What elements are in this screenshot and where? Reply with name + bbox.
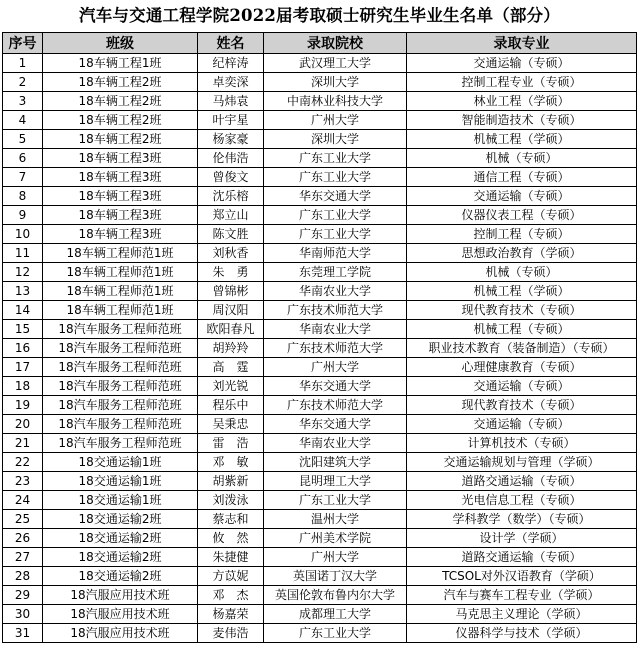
cell-index: 12 bbox=[3, 263, 43, 282]
cell-school: 昆明理工大学 bbox=[264, 472, 407, 491]
cell-name: 刘光锐 bbox=[198, 377, 264, 396]
cell-class: 18交通运输2班 bbox=[43, 567, 198, 586]
table-row bbox=[3, 377, 637, 396]
table-row bbox=[3, 491, 637, 510]
cell-school: 华南农业大学 bbox=[264, 282, 407, 301]
table-row bbox=[3, 225, 637, 244]
cell-class: 18汽车服务工程师范班 bbox=[43, 339, 198, 358]
cell-major: 学科教学（数学）（专硕） bbox=[407, 510, 637, 529]
cell-major: 汽车与赛车工程专业（学硕） bbox=[407, 586, 637, 605]
cell-school: 华南师范大学 bbox=[264, 244, 407, 263]
cell-school: 广东工业大学 bbox=[264, 624, 407, 643]
cell-school: 英国伦敦布鲁内尔大学 bbox=[264, 586, 407, 605]
cell-name: 欧阳春凡 bbox=[198, 320, 264, 339]
cell-school: 深圳大学 bbox=[264, 73, 407, 92]
cell-class: 18汽车服务工程师范班 bbox=[43, 358, 198, 377]
cell-name: 胡紫新 bbox=[198, 472, 264, 491]
cell-class: 18交通运输2班 bbox=[43, 529, 198, 548]
table-row bbox=[3, 567, 637, 586]
page-title: 汽车与交通工程学院2022届考取硕士研究生毕业生名单（部分） bbox=[79, 6, 560, 25]
cell-class: 18车辆工程师范1班 bbox=[43, 282, 198, 301]
cell-school: 广东技术师范大学 bbox=[264, 396, 407, 415]
cell-major: 林业工程（学硕） bbox=[407, 92, 637, 111]
cell-class: 18车辆工程2班 bbox=[43, 130, 198, 149]
table-row bbox=[3, 130, 637, 149]
cell-major: 心理健康教育（专硕） bbox=[407, 358, 637, 377]
table-row bbox=[3, 529, 637, 548]
table-row bbox=[3, 415, 637, 434]
cell-index: 8 bbox=[3, 187, 43, 206]
cell-class: 18车辆工程3班 bbox=[43, 149, 198, 168]
cell-school: 广州大学 bbox=[264, 548, 407, 567]
cell-index: 1 bbox=[3, 54, 43, 73]
cell-index: 26 bbox=[3, 529, 43, 548]
cell-name: 曾俊文 bbox=[198, 168, 264, 187]
cell-class: 18汽车服务工程师范班 bbox=[43, 320, 198, 339]
cell-index: 19 bbox=[3, 396, 43, 415]
cell-name: 曾锦彬 bbox=[198, 282, 264, 301]
cell-index: 29 bbox=[3, 586, 43, 605]
cell-name: 沈乐榕 bbox=[198, 187, 264, 206]
cell-name: 伦伟浩 bbox=[198, 149, 264, 168]
cell-index: 21 bbox=[3, 434, 43, 453]
cell-major: 智能制造技术（专硕） bbox=[407, 111, 637, 130]
cell-school: 广东工业大学 bbox=[264, 206, 407, 225]
cell-class: 18车辆工程师范1班 bbox=[43, 263, 198, 282]
header-class: 班级 bbox=[43, 33, 198, 54]
header-major: 录取专业 bbox=[407, 33, 637, 54]
cell-index: 20 bbox=[3, 415, 43, 434]
cell-index: 30 bbox=[3, 605, 43, 624]
header-name: 姓名 bbox=[198, 33, 264, 54]
cell-school: 广东工业大学 bbox=[264, 225, 407, 244]
cell-name: 邓 敏 bbox=[198, 453, 264, 472]
cell-name: 杨家豪 bbox=[198, 130, 264, 149]
cell-name: 陈文胜 bbox=[198, 225, 264, 244]
admission-table bbox=[2, 32, 637, 643]
cell-major: 仪器仪表工程（专硕） bbox=[407, 206, 637, 225]
cell-class: 18车辆工程2班 bbox=[43, 73, 198, 92]
table-row bbox=[3, 111, 637, 130]
cell-school: 英国诺丁汉大学 bbox=[264, 567, 407, 586]
cell-major: 交通运输（专硕） bbox=[407, 377, 637, 396]
cell-class: 18车辆工程3班 bbox=[43, 187, 198, 206]
cell-name: 周汉阳 bbox=[198, 301, 264, 320]
table-row bbox=[3, 73, 637, 92]
table-row bbox=[3, 92, 637, 111]
cell-index: 11 bbox=[3, 244, 43, 263]
table-row bbox=[3, 434, 637, 453]
table-row bbox=[3, 187, 637, 206]
cell-school: 广东技术师范大学 bbox=[264, 339, 407, 358]
cell-name: 郑立山 bbox=[198, 206, 264, 225]
table-row bbox=[3, 244, 637, 263]
cell-index: 27 bbox=[3, 548, 43, 567]
cell-class: 18交通运输1班 bbox=[43, 472, 198, 491]
header-index: 序号 bbox=[3, 33, 43, 54]
cell-name: 雷 浩 bbox=[198, 434, 264, 453]
cell-class: 18交通运输1班 bbox=[43, 491, 198, 510]
table-row bbox=[3, 605, 637, 624]
cell-name: 刘泼泳 bbox=[198, 491, 264, 510]
table-body bbox=[3, 54, 637, 643]
table-row bbox=[3, 282, 637, 301]
cell-index: 22 bbox=[3, 453, 43, 472]
cell-class: 18车辆工程2班 bbox=[43, 92, 198, 111]
table-row bbox=[3, 624, 637, 643]
cell-class: 18车辆工程1班 bbox=[43, 54, 198, 73]
cell-school: 东莞理工学院 bbox=[264, 263, 407, 282]
table-header bbox=[3, 33, 637, 54]
cell-class: 18交通运输1班 bbox=[43, 453, 198, 472]
cell-school: 中南林业科技大学 bbox=[264, 92, 407, 111]
cell-index: 9 bbox=[3, 206, 43, 225]
table-row bbox=[3, 206, 637, 225]
cell-name: 马炜袁 bbox=[198, 92, 264, 111]
cell-school: 华南农业大学 bbox=[264, 434, 407, 453]
cell-school: 成都理工大学 bbox=[264, 605, 407, 624]
cell-class: 18车辆工程师范1班 bbox=[43, 244, 198, 263]
cell-school: 华东交通大学 bbox=[264, 415, 407, 434]
cell-name: 杨嘉荣 bbox=[198, 605, 264, 624]
cell-school: 沈阳建筑大学 bbox=[264, 453, 407, 472]
cell-major: 机械（专硕） bbox=[407, 263, 637, 282]
cell-class: 18汽车服务工程师范班 bbox=[43, 434, 198, 453]
cell-major: 机械（专硕） bbox=[407, 149, 637, 168]
cell-index: 4 bbox=[3, 111, 43, 130]
cell-major: 交通运输（专硕） bbox=[407, 415, 637, 434]
cell-school: 广州大学 bbox=[264, 111, 407, 130]
cell-major: 控制工程（专硕） bbox=[407, 225, 637, 244]
cell-index: 18 bbox=[3, 377, 43, 396]
cell-index: 14 bbox=[3, 301, 43, 320]
table-row bbox=[3, 453, 637, 472]
cell-school: 武汉理工大学 bbox=[264, 54, 407, 73]
cell-class: 18汽服应用技术班 bbox=[43, 605, 198, 624]
header-school: 录取院校 bbox=[264, 33, 407, 54]
cell-major: 思想政治教育（学硕） bbox=[407, 244, 637, 263]
header-row bbox=[3, 33, 637, 54]
cell-name: 邓 杰 bbox=[198, 586, 264, 605]
table-row bbox=[3, 301, 637, 320]
cell-name: 攸 然 bbox=[198, 529, 264, 548]
cell-major: TCSOL对外汉语教育（学硕） bbox=[407, 567, 637, 586]
table-row bbox=[3, 548, 637, 567]
cell-index: 25 bbox=[3, 510, 43, 529]
cell-name: 高 霆 bbox=[198, 358, 264, 377]
cell-school: 广东工业大学 bbox=[264, 491, 407, 510]
cell-class: 18车辆工程3班 bbox=[43, 168, 198, 187]
cell-major: 现代教育技术（专硕） bbox=[407, 301, 637, 320]
cell-index: 24 bbox=[3, 491, 43, 510]
table-row bbox=[3, 358, 637, 377]
cell-major: 职业技术教育（装备制造）（专硕） bbox=[407, 339, 637, 358]
cell-class: 18汽车服务工程师范班 bbox=[43, 377, 198, 396]
cell-class: 18车辆工程3班 bbox=[43, 225, 198, 244]
cell-class: 18车辆工程3班 bbox=[43, 206, 198, 225]
cell-name: 朱 勇 bbox=[198, 263, 264, 282]
cell-school: 广州大学 bbox=[264, 358, 407, 377]
table-row bbox=[3, 586, 637, 605]
cell-school: 华东交通大学 bbox=[264, 377, 407, 396]
cell-class: 18交通运输2班 bbox=[43, 510, 198, 529]
cell-name: 蔡志和 bbox=[198, 510, 264, 529]
cell-index: 6 bbox=[3, 149, 43, 168]
cell-school: 华东交通大学 bbox=[264, 187, 407, 206]
table-row bbox=[3, 263, 637, 282]
cell-class: 18汽车服务工程师范班 bbox=[43, 396, 198, 415]
cell-major: 交通运输（专硕） bbox=[407, 54, 637, 73]
cell-index: 31 bbox=[3, 624, 43, 643]
cell-major: 机械工程（专硕） bbox=[407, 320, 637, 339]
cell-major: 道路交通运输（专硕） bbox=[407, 548, 637, 567]
cell-major: 通信工程（专硕） bbox=[407, 168, 637, 187]
table-row bbox=[3, 149, 637, 168]
cell-class: 18汽服应用技术班 bbox=[43, 586, 198, 605]
cell-name: 卓奕深 bbox=[198, 73, 264, 92]
cell-name: 纪梓涛 bbox=[198, 54, 264, 73]
cell-name: 程乐中 bbox=[198, 396, 264, 415]
cell-name: 麦伟浩 bbox=[198, 624, 264, 643]
cell-major: 计算机技术（专硕） bbox=[407, 434, 637, 453]
cell-class: 18车辆工程2班 bbox=[43, 111, 198, 130]
cell-major: 机械工程（学硕） bbox=[407, 130, 637, 149]
cell-class: 18汽车服务工程师范班 bbox=[43, 415, 198, 434]
cell-index: 15 bbox=[3, 320, 43, 339]
cell-class: 18车辆工程师范1班 bbox=[43, 301, 198, 320]
cell-school: 广东工业大学 bbox=[264, 149, 407, 168]
cell-school: 温州大学 bbox=[264, 510, 407, 529]
cell-name: 叶宇星 bbox=[198, 111, 264, 130]
table-row bbox=[3, 168, 637, 187]
cell-major: 光电信息工程（专硕） bbox=[407, 491, 637, 510]
cell-index: 16 bbox=[3, 339, 43, 358]
cell-major: 机械工程（学硕） bbox=[407, 282, 637, 301]
cell-index: 13 bbox=[3, 282, 43, 301]
cell-index: 7 bbox=[3, 168, 43, 187]
table-row bbox=[3, 396, 637, 415]
table-row bbox=[3, 510, 637, 529]
cell-school: 广东工业大学 bbox=[264, 168, 407, 187]
table-row bbox=[3, 339, 637, 358]
cell-name: 朱捷健 bbox=[198, 548, 264, 567]
cell-major: 现代教育技术（专硕） bbox=[407, 396, 637, 415]
table-row bbox=[3, 472, 637, 491]
cell-school: 广东技术师范大学 bbox=[264, 301, 407, 320]
cell-name: 吴秉忠 bbox=[198, 415, 264, 434]
cell-major: 道路交通运输（专硕） bbox=[407, 472, 637, 491]
cell-school: 华南农业大学 bbox=[264, 320, 407, 339]
cell-school: 深圳大学 bbox=[264, 130, 407, 149]
cell-school: 广州美术学院 bbox=[264, 529, 407, 548]
cell-index: 17 bbox=[3, 358, 43, 377]
cell-name: 刘秋香 bbox=[198, 244, 264, 263]
cell-index: 2 bbox=[3, 73, 43, 92]
cell-index: 5 bbox=[3, 130, 43, 149]
cell-name: 方苡妮 bbox=[198, 567, 264, 586]
cell-major: 交通运输规划与管理（学硕） bbox=[407, 453, 637, 472]
cell-class: 18交通运输2班 bbox=[43, 548, 198, 567]
cell-index: 10 bbox=[3, 225, 43, 244]
cell-major: 仪器科学与技术（学硕） bbox=[407, 624, 637, 643]
cell-major: 控制工程专业（专硕） bbox=[407, 73, 637, 92]
cell-index: 3 bbox=[3, 92, 43, 111]
table-row bbox=[3, 320, 637, 339]
cell-index: 28 bbox=[3, 567, 43, 586]
table-row bbox=[3, 54, 637, 73]
cell-class: 18汽服应用技术班 bbox=[43, 624, 198, 643]
cell-index: 23 bbox=[3, 472, 43, 491]
cell-name: 胡羚羚 bbox=[198, 339, 264, 358]
cell-major: 交通运输（专硕） bbox=[407, 187, 637, 206]
cell-major: 马克思主义理论（学硕） bbox=[407, 605, 637, 624]
cell-major: 设计学（学硕） bbox=[407, 529, 637, 548]
